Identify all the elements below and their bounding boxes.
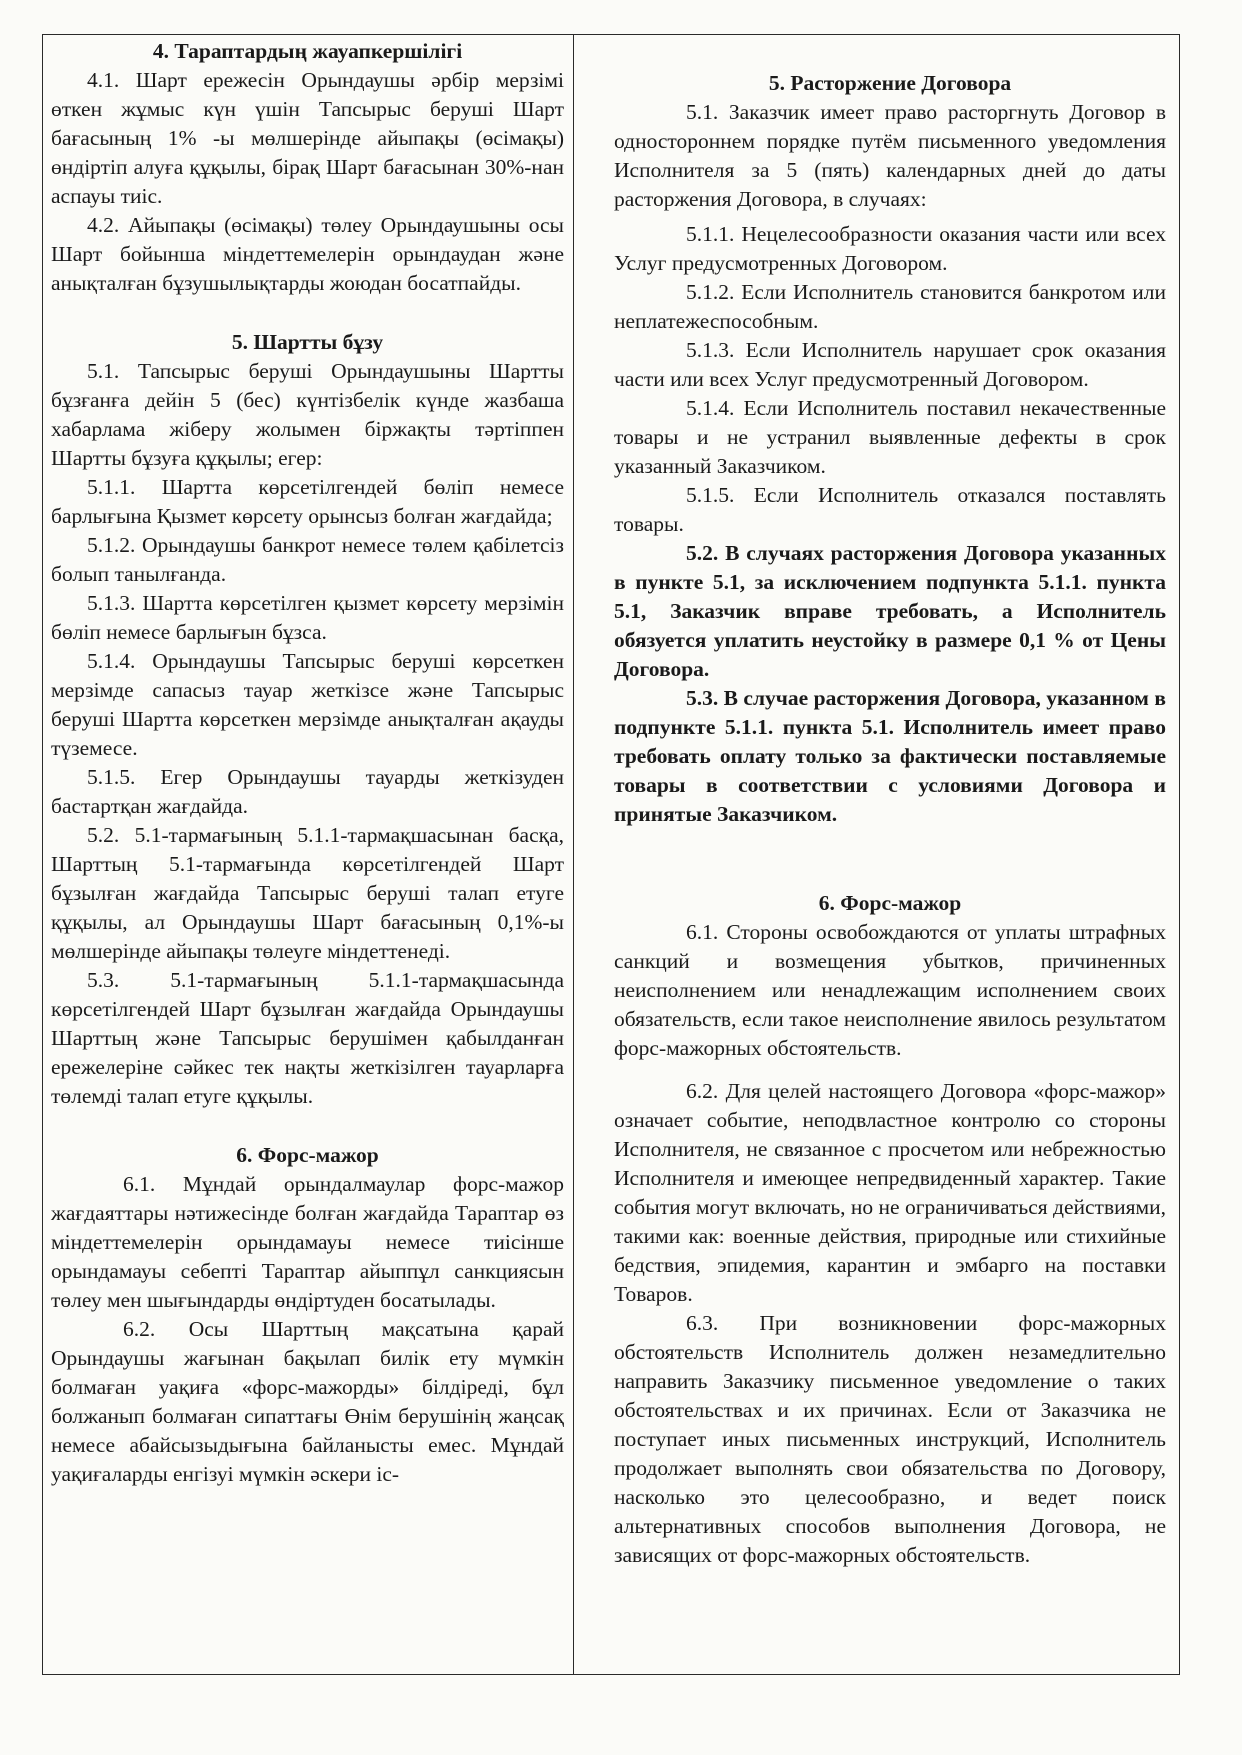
- kazakh-column: [43, 35, 574, 1674]
- ru-clause-6-1: 6.1. Стороны освобождаются от уплаты штрафных санкций и возмещения убытков, причиненных неисполнением или ненадлежащим исполнением своих обязательств, если такое неисполнение явилось результатом форс-мажорных обстоятельств.: [614, 920, 1166, 1060]
- kz-clause-5-1: 5.1. Тапсырыс беруші Орындаушыны Шартты бұзғанға дейін 5 (бес) күнтізбелік күнде жазбаша хабарлама жіберу жолымен біржақты тәртіппен Шартты бұзуға құқылы; егер:: [51, 359, 564, 470]
- ru-section-6-title: 6. Форс-мажор: [818, 891, 962, 915]
- kz-clause-5-1-4: 5.1.4. Орындаушы Тапсырыс беруші көрсеткен мерзімде сапасыз тауар жеткізсе және Тапсырыс беруші Шартта көрсеткен мерзімде анықталған ақауды түземесе.: [51, 649, 564, 760]
- kz-clause-6-1: 6.1. Мұндай орындалмаулар форс-мажор жағдаяттары нәтижесінде болған жағдайда Тараптар өз міндеттемелерін орындамауы немесе тиісінше орындамауы себепті Тараптар айыппұл санкциясын төлеу мен шығындарды өндіртуден босатылады.: [51, 1172, 564, 1312]
- ru-clause-5-1-4: 5.1.4. Если Исполнитель поставил некачественные товары и не устранил выявленные дефекты в срок указанный Заказчиком.: [614, 396, 1166, 478]
- ru-clause-5-1-2: 5.1.2. Если Исполнитель становится банкротом или неплатежеспособным.: [614, 280, 1166, 333]
- kz-clause-5-2: 5.2. 5.1-тармағының 5.1.1-тармақшасынан басқа, Шарттың 5.1-тармағында көрсетілгендей Шарт бұзылған жағдайда Тапсырыс беруші талап етуге құқылы, ал Орындаушы Шарт бағасының 0,1%-ы мөлшерінде айыпақы төлеуге міндеттенеді.: [51, 823, 564, 963]
- ru-clause-6-2: 6.2. Для целей настоящего Договора «форс-мажор» означает событие, неподвластное контролю со стороны Исполнителя, не связанное с просчетом или небрежностью Исполнителя и имеющее непредвиденный характер. Такие события могут включать, но не ограничиваться действиями, такими как: военные действия, природные или стихийные бедствия, эпидемия, карантин и эмбарго на поставки Товаров.: [614, 1079, 1166, 1306]
- ru-clause-5-1-3: 5.1.3. Если Исполнитель нарушает срок оказания части или всех Услуг предусмотренный Договором.: [614, 338, 1166, 391]
- kz-clause-5-1-2: 5.1.2. Орындаушы банкрот немесе төлем қабілетсіз болып танылғанда.: [51, 533, 564, 586]
- ru-clause-5-1-1: 5.1.1. Нецелесообразности оказания части или всех Услуг предусмотренных Договором.: [614, 222, 1166, 275]
- ru-clause-5-1: 5.1. Заказчик имеет право расторгнуть Договор в одностороннем порядке путём письменного уведомления Исполнителя за 5 (пять) календарных дней до даты расторжения Договора, в случаях:: [614, 100, 1166, 211]
- ru-clause-5-2: 5.2. В случаях расторжения Договора указанных в пункте 5.1, за исключением подпункта 5.1.1. пункта 5.1, Заказчик вправе требовать, а Исполнитель обязуется уплатить неустойку в размере 0,1 % от Цены Договора.: [614, 541, 1166, 681]
- ru-clause-6-3: 6.3. При возникновении форс-мажорных обстоятельств Исполнитель должен незамедлительно направить Заказчику письменное уведомление о таких обстоятельствах и их причинах. Если от Заказчика не поступает иных письменных инструкций, Исполнитель продолжает выполнять свои обязательства по Договору, насколько это целесообразно, и ведет поиск альтернативных способов выполнения Договора, не зависящих от форс-мажорных обстоятельств.: [614, 1311, 1166, 1567]
- kz-clause-6-2: 6.2. Осы Шарттың мақсатына қарай Орындаушы жағынан бақылап билік ету мүмкін болмаған уақиға «форс-мажорды» білдіреді, бұл болжанып болмаған сипаттағы Өнім берушінің жаңсақ немесе абайсызыдығына байланысты емес. Мұндай уақиғаларды енгізуі мүмкін әскери іс-: [51, 1317, 564, 1486]
- russian-column: [574, 35, 1178, 1674]
- ru-clause-5-1-5: 5.1.5. Если Исполнитель отказался поставлять товары.: [614, 483, 1166, 536]
- kz-section-4-title: 4. Тараптардың жауапкершілігі: [152, 39, 463, 63]
- kz-clause-4-1: 4.1. Шарт ережесін Орындаушы әрбір мерзімі өткен жұмыс күн үшін Тапсырыс беруші Шарт бағасының 1% -ы мөлшерінде айыпақы (өсімақы) өндіртіп алуға құқылы, бірақ Шарт бағасынан 30%-нан аспауы тиіс.: [51, 68, 564, 208]
- kz-clause-5-1-1: 5.1.1. Шартта көрсетілгендей бөліп немесе барлығына Қызмет көрсету орынсыз болған жағдайда;: [51, 475, 564, 528]
- ru-clause-5-3: 5.3. В случае расторжения Договора, указанном в подпункте 5.1.1. пункта 5.1. Исполнитель имеет право требовать оплату только за фактически поставляемые товары в соответствии с условиями Договора и принятые Заказчиком.: [614, 686, 1166, 826]
- kz-clause-5-1-5: 5.1.5. Егер Орындаушы тауарды жеткізуден бастартқан жағдайда.: [51, 765, 564, 818]
- kz-clause-5-3: 5.3. 5.1-тармағының 5.1.1-тармақшасында көрсетілгендей Шарт бұзылған жағдайда Орындаушы Шарттың және Тапсырыс берушімен қабылданған ережелеріне сәйкес тек нақты жеткізілген тауарларға төлемді талап етуге құқылы.: [51, 968, 564, 1108]
- kz-section-6-title: 6. Форс-мажор: [236, 1143, 379, 1167]
- kz-clause-5-1-3: 5.1.3. Шартта көрсетілген қызмет көрсету мерзімін бөліп немесе барлығын бұзса.: [51, 591, 564, 644]
- kz-section-5-title: 5. Шартты бұзу: [231, 330, 384, 354]
- kz-clause-4-2: 4.2. Айыпақы (өсімақы) төлеу Орындаушыны осы Шарт бойынша міндеттемелерін орындаудан және анықталған бұзушылықтарды жоюдан босатпайды.: [51, 213, 564, 295]
- bilingual-contract-table: [42, 34, 1180, 1675]
- ru-section-5-title: 5. Расторжение Договора: [768, 71, 1012, 95]
